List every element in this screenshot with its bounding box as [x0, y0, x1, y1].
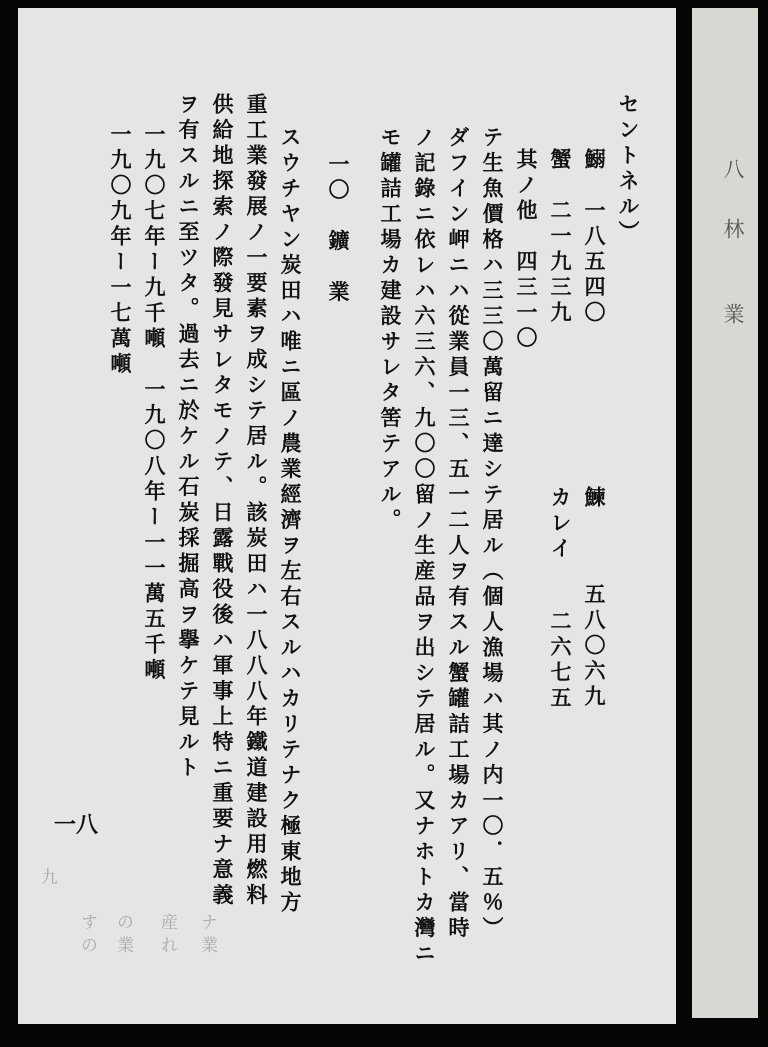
text-line-6: スウチヤン炭田ハ唯ニ區ノ農業經濟ヲ左右スルハカリテナク極東地方: [278, 126, 303, 917]
table-row-sardine: 鰯 一八五四〇: [582, 148, 607, 327]
text-line-11: 一九〇九年ー一七萬噸: [108, 123, 133, 378]
text-line-7: 重工業發展ノ一要素ヲ成シテ居ル。該炭田ハ一八八八年鐵道建設用燃料: [244, 93, 269, 909]
text-line-3: ダフイン岬ニハ從業員一三、五一二人ヲ有スル蟹罐詰工場カアリ、當時: [446, 126, 471, 942]
section-heading-mining: 一〇 鑛 業: [326, 153, 351, 306]
bleed-through-3: の業: [113, 913, 133, 959]
next-page-edge: [692, 8, 758, 1018]
bleed-through-4: 産れ: [157, 913, 177, 959]
table-label-flatfish: カレイ: [548, 486, 573, 563]
text-line-9: ヲ有スルニ至ツタ。過去ニ於ケル石炭採掘高ヲ擧ケテ見ルト: [176, 93, 201, 782]
bleed-through-1: 九: [37, 868, 57, 891]
bleed-through-2: すの: [77, 913, 97, 959]
text-line-8: 供給地探索ノ際發見サレタモノテ、日露戰役後ハ軍事上特ニ重要ナ意義: [210, 93, 235, 909]
table-value-flatfish: 二六七五: [548, 610, 573, 712]
page-number: 一八: [54, 812, 99, 838]
table-row-crab: 蟹 二一九三九: [548, 148, 573, 327]
text-line-2: テ生魚價格ハ三三〇萬留ニ達シテ居ル（個人漁場ハ其ノ内一〇．五％）: [480, 126, 505, 942]
header-char-2: 業: [721, 303, 745, 329]
table-value-herring: 五八〇六九: [582, 583, 607, 711]
table-label-herring: 鰊: [582, 486, 607, 512]
running-head: 八: [721, 158, 745, 184]
text-line-1: セントネル）: [616, 93, 641, 246]
text-line-5: モ罐詰工場カ建設サレタ筈テアル。: [378, 126, 403, 534]
text-line-10: 一九〇七年ー九千噸 一九〇八年ー一一萬五千噸: [142, 123, 167, 684]
header-char-1: 林: [721, 218, 745, 244]
document-page: [18, 8, 676, 1024]
bleed-through-5: ナ業: [197, 913, 217, 959]
text-line-4: ノ記錄ニ依レハ六三六、九〇〇留ノ生産品ヲ出シテ居ル。又ナホトカ灣ニ: [412, 126, 437, 968]
table-row-other: 其ノ他 四三一〇: [514, 148, 539, 352]
